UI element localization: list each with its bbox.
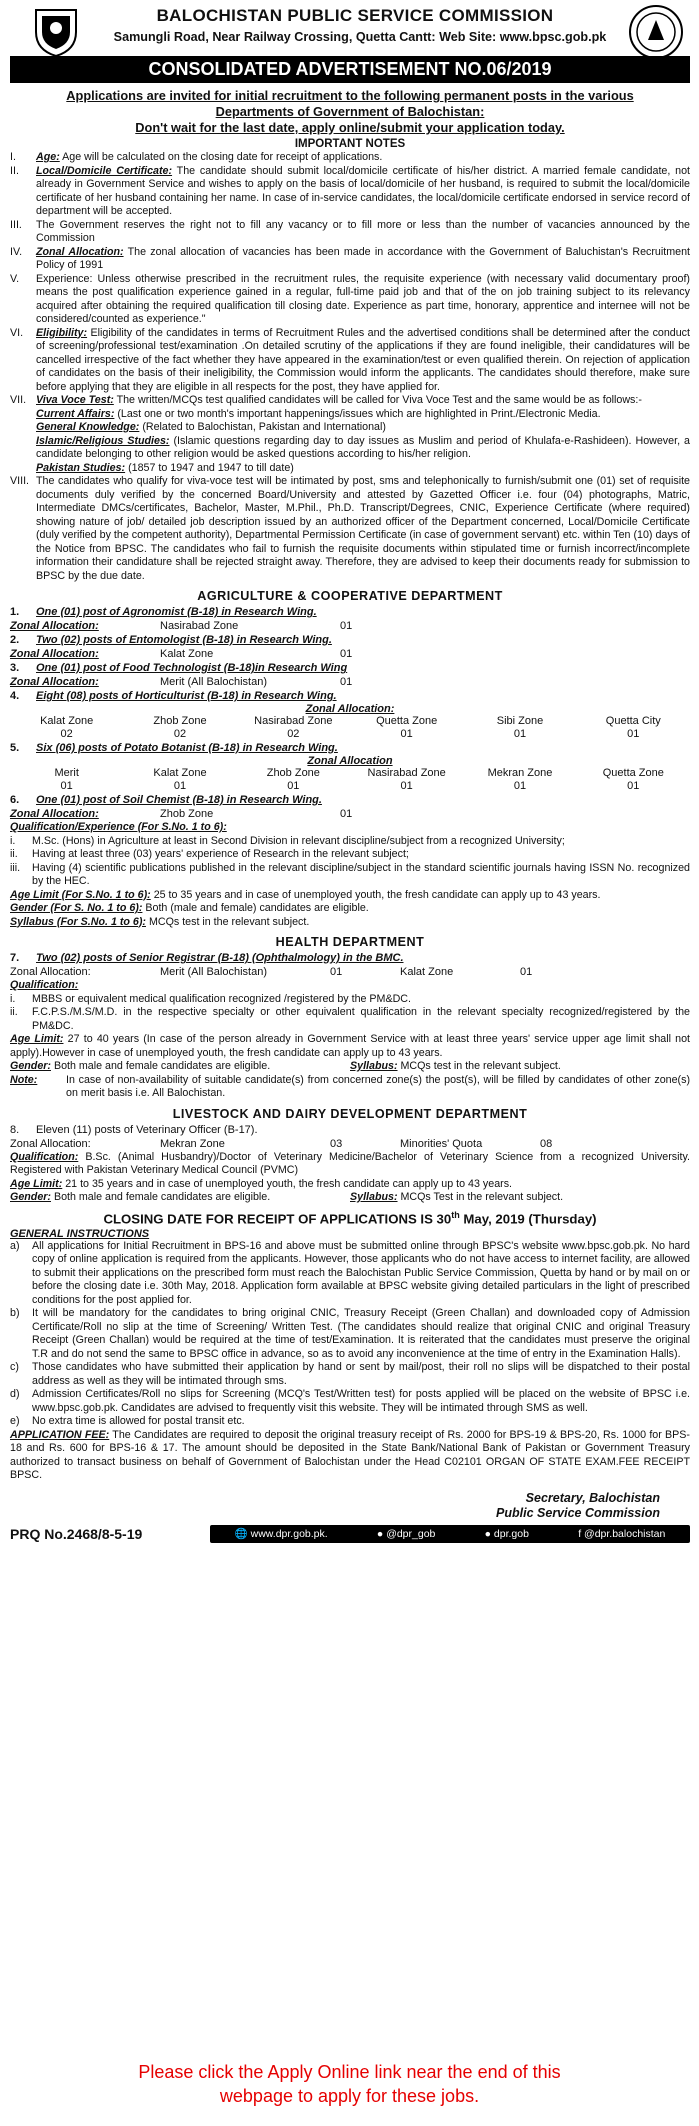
post-title: 8. Eleven (11) posts of Veterinary Officer (B-17). bbox=[10, 1123, 258, 1136]
intro-line-1: Applications are invited for initial recruitment to the following permanent posts in the various bbox=[66, 88, 634, 103]
facebook-link[interactable]: f @dpr.balochistan bbox=[578, 1527, 666, 1540]
important-notes bbox=[10, 151, 690, 583]
agriculture-heading: AGRICULTURE & COOPERATIVE DEPARTMENT bbox=[197, 589, 503, 603]
signature-block: Secretary, Balochistan Public Service Commission bbox=[496, 1490, 660, 1520]
intro-line-2: Departments of Government of Balochistan: bbox=[215, 104, 485, 119]
zonal-allocation-row: Zonal Allocation: Mekran Zone 03 Minorities' Quota 08 bbox=[10, 1137, 553, 1150]
agri-qualification: Qualification/Experience (For S.No. 1 to 6): i. M.Sc. (Hons) in Agriculture at least in Second Division in relevant discipline/subject from a recognized University; ii. Having at least three (03) years' experience of Research in the relevant subject; iii. Having (4) scientific publications published in the relevant discipline/subject in the standard scientific journals having ISSN No. recognized by the HEC. Age Limit (For S.No. 1 to 6): 25 to 35 years and in case of unemployed youth, the fresh candidate can apply up to 43 years. Gender (For S. No. 1 to 6): Both (male and female) candidates are eligible. Syllabus (For S.No. 1 to 6): MCQs test in the relevant subject. bbox=[10, 821, 690, 928]
government-seal bbox=[628, 4, 684, 60]
post-title: 7. Two (02) posts of Senior Registrar (B-18) (Ophthalmology) in the BMC. bbox=[10, 952, 404, 964]
viva-sub-item: General Knowledge: (Related to Balochistan, Pakistan and International) bbox=[36, 421, 386, 433]
zonal-allocation-row: Zonal Allocation: Merit (All Balochistan) 01 Kalat Zone 01 bbox=[10, 966, 533, 978]
header bbox=[10, 4, 690, 88]
zonal-allocation-label: Zonal Allocation: bbox=[305, 703, 395, 715]
zonal-allocation-row: Zonal Allocation: Zhob Zone 01 bbox=[10, 808, 353, 820]
note-item: II. Local/Domicile Certificate: The candidate should submit local/domicile certificate of his/her district. A married female candidate, not already in Government Service and wishes to apply on the basis of local/domicile of her husband, is required to submit the local/domicile certificate of her husband containing her name. In case of in-service candidates, the local/domicile certificate endorsed in service record of department will be accepted. bbox=[10, 164, 690, 217]
post-title: 5. Six (06) posts of Potato Botanist (B-18) in Research Wing. bbox=[10, 742, 338, 754]
apply-online-note: Please click the Apply Online link near the end of this webpage to apply for these jobs. bbox=[138, 2062, 561, 2106]
general-instructions: a) All applications for Initial Recruitment in BPS-16 and above must be submitted online through BPSC's website www.bpsc.gob.pk. No hard copy of online application is required from the applicants. However, those applicants who do not have access to internet facility, are allowed to submit their applications on the prescribed form must reach the Balochistan Public Service Commission, Quetta by hand or by mail on or before the closing date i.e. 30th May, 2018. Application form available at BPSC website giving detailed particulars in the light of prescribed conditions for the post applied for. b) It will be mandatory for the candidates to bring original CNIC, Treasury Receipt (Green Challan) and downloaded copy of Admission Certificate/Roll no slip at the time of Screening/ Written Test. (The candidates should realize that original CNIC and original Treasury Receipt (Green Challan) would be required at the time of test/Examination. It is reiterated that the candidates must preserve the original T.R and do not send the same to BPSC office in advance, so as to avoid any inconvenience at the time of entry in the Examination Halls). c) Those candidates who have submitted their application by hand or sent by mail/post, their roll no slips will be dispatched to their postal address as well as they will be intimated through sms. d) Admission Certificates/Roll no slips for Screening (MCQ's Test/Written test) for posts applied will be placed on the website of BPSC i.e. www.bpsc.gob.pk. Candidates are advised to frequently visit this website. They will be intimated through SMS as well. e) No extra time is allowed for postal transit etc. APPLICATION FEE: The Candidates are required to deposit the original treasury receipt of Rs. 2000 for BPS-19 & BPS-20, Rs. 1000 for BPS-18 and Rs. 600 for BPS-16 & 17. The amount should be deposited in the State Bank/National Bank of Pakistan or Government Treasury authorized to transact business on behalf of Government of Balochistan under the Head C02101 ORGAN OF STATE EXAM.FEE RECEIPT BPSC. bbox=[10, 1239, 690, 1482]
viva-sub-item: Pakistan Studies: (1857 to 1947 and 1947 to till date) bbox=[36, 461, 294, 474]
viva-sub-item: Islamic/Religious Studies: (Islamic questions regarding day to day issues as Muslim and period of Khulafa-e-Rashideen). However, a candidate belonging to other religion would be asked questions according to his/her religion. bbox=[36, 434, 690, 460]
note-item: VIII. The candidates who qualify for viva-voce test will be intimated by post, sms and telephonically to furnish/submit one (01) set of requisite documents duly verified by the concerned Board/University and attested by Gazetted Officer i.e. four (04) photographs, Matric, Intermediate DMCs/certificates, Bachelor, Master, M.Phil., Ph.D. Transcript/Degrees, CNIC, Experience Certificate (where required) showing nature of job/ detailed job description issued by an authorized officer of the Department concerned, Local/Domicile Certificate (duly verified by the competent authority), Departmental Permission Certificate (in case of government servant) etc. within Ten (10) days of the Notice from BPSC. The candidates who fail to furnish the requisite documents within stipulated time or furnish incorrect/incomplete information their candidature shall be rejected straight away. Therefore, they are advised to keep their documents ready for submission to BPSC by the due date. bbox=[10, 475, 690, 582]
note-item: I. Age: Age will be calculated on the closing date for receipt of applications. bbox=[10, 151, 383, 163]
post-title: 4. Eight (08) posts of Horticulturist (B-18) in Research Wing. bbox=[10, 690, 337, 702]
twitter-link[interactable]: ● @dpr_gob bbox=[376, 1527, 436, 1540]
commission-title: BALOCHISTAN PUBLIC SERVICE COMMISSION bbox=[156, 6, 554, 25]
advertisement-banner: CONSOLIDATED ADVERTISEMENT NO.06/2019 bbox=[10, 56, 690, 83]
note-item: VII. Viva Voce Test: The written/MCQs test qualified candidates will be called for Viva Voce Test and the same would be as follows:- bbox=[10, 394, 642, 406]
post-title: 1. One (01) post of Agronomist (B-18) in Research Wing. bbox=[10, 606, 317, 618]
footer bbox=[10, 1525, 690, 1543]
health-qualification: Qualification: i. MBBS or equivalent medical qualification recognized /registered by the PM&DC. ii. F.C.P.S./M.S/M.D. in the respective specialty or other equivalent qualification in the relevant specialty recognized/registered by the PM&DC. Age Limit: 27 to 40 years (In case of the person already in Government Service with at least three years' service upper age limit shall not apply).However in case of unemployed youth, the fresh candidate can apply up to 43 years. Gender: Both male and female candidates are eligible. Syllabus: MCQs test in the relevant subject. Note: In case of non-availability of suitable candidate(s) from concerned zone(s) the post(s), will be filled by candidates of other zone(s) on merit basis i.e. All Balochistan. bbox=[10, 979, 690, 1099]
website-link[interactable]: 🌐 www.dpr.gob.pk. bbox=[234, 1527, 328, 1540]
livestock-qualification: Qualification: B.Sc. (Animal Husbandry)/Doctor of Veterinary Medicine/Bachelor of Veterinary Science from a recognized University. Registered with Pakistan Veterinary Medical Council (PVMC) Age Limit: 21 to 35 years and in case of unemployed youth, the fresh candidate can apply up to 43 years. Gender: Both male and female candidates are eligible. Syllabus: MCQs Test in the relevant subject. bbox=[10, 1150, 690, 1203]
zonal-allocation-row: Zonal Allocation: Kalat Zone 01 bbox=[10, 648, 353, 660]
instagram-link[interactable]: ● dpr.gob bbox=[484, 1527, 529, 1540]
health-heading: HEALTH DEPARTMENT bbox=[275, 935, 425, 949]
zonal-grid: Merit Kalat Zone Zhob Zone Nasirabad Zone Mekran Zone Quetta Zone 01 01 01 01 01 01 bbox=[54, 767, 664, 792]
note-item: V. Experience: Unless otherwise prescribed in the recruitment rules, the requisite experience (with necessary valid documentary proof) means the post qualification experience gained in a regular, full-time paid job and that of the on job training subject to its relevancy acquired after obtaining the required qualification till closing date. Experience as part time, honorary, apprentice and internee will not be considered/counted as experience." bbox=[10, 272, 690, 325]
viva-sub-item: Current Affairs: (Last one or two month's important happenings/issues which are highlighted in Print./Electronic Media. bbox=[36, 407, 601, 420]
closing-date: CLOSING DATE FOR RECEIPT OF APPLICATIONS IS 30th May, 2019 (Thursday) bbox=[103, 1209, 597, 1226]
intro-line-3: Don't wait for the last date, apply online/submit your application today. bbox=[135, 120, 565, 135]
advertisement bbox=[10, 4, 690, 1543]
zonal-grid: Kalat Zone Zhob Zone Nasirabad Zone Quetta Zone Sibi Zone Quetta City 02 02 02 01 01 01 bbox=[40, 715, 661, 740]
commission-address: Samungli Road, Near Railway Crossing, Quetta Cantt: Web Site: www.bpsc.gob.pk bbox=[113, 30, 607, 44]
general-instructions-heading: GENERAL INSTRUCTIONS bbox=[10, 1227, 150, 1240]
zonal-allocation-row: Zonal Allocation: Nasirabad Zone 01 bbox=[10, 620, 353, 632]
post-title: 3. One (01) post of Food Technologist (B-18)in Research Wing bbox=[10, 662, 348, 674]
bpsc-logo bbox=[30, 6, 82, 58]
post-title: 6. One (01) post of Soil Chemist (B-18) in Research Wing. bbox=[10, 794, 322, 806]
note-item: IV. Zonal Allocation: The zonal allocation of vacancies has been made in accordance with the Government of Baluchistan's Recruitment Policy of 1991 bbox=[10, 245, 690, 271]
zonal-allocation-row: Zonal Allocation: Merit (All Balochistan) 01 bbox=[10, 676, 353, 688]
note-item: III. The Government reserves the right not to fill any vacancy or to fill more or less than the number of vacancies announced by the Commission bbox=[10, 218, 690, 244]
important-notes-heading: IMPORTANT NOTES bbox=[294, 138, 406, 150]
social-links bbox=[210, 1525, 690, 1543]
note-item: VI. Eligibility: Eligibility of the candidates in terms of Recruitment Rules and the advertised conditions shall be determined after the conduct of screening/professional test/examination .On detailed scrutiny of the applications if they are found ineligible, their candidatures will be cancelled irrespective of the fact whether they have appeared in the examination/test or even qualified therein. On rejection of application of candidates on the basis of their ineligibility, the Commission would inform the applicants. The candidates should therefore, make sure before applying that they are eligible in all respects for the post, they have applied for. bbox=[10, 326, 690, 393]
zonal-allocation-label: Zonal Allocation bbox=[307, 755, 393, 767]
prq-number: PRQ No.2468/8-5-19 bbox=[10, 1525, 143, 1542]
post-title: 2. Two (02) posts of Entomologist (B-18) in Research Wing. bbox=[10, 634, 332, 646]
livestock-heading: LIVESTOCK AND DAIRY DEVELOPMENT DEPARTMENT bbox=[172, 1106, 528, 1121]
